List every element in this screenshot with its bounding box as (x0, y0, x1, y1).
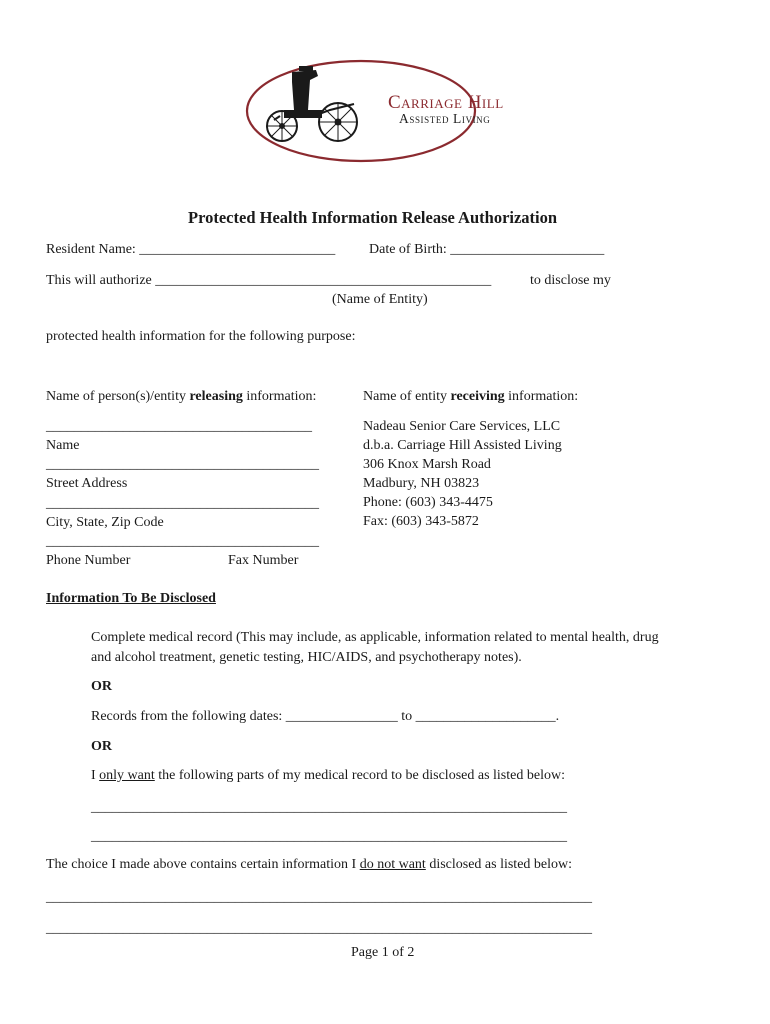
form-title: Protected Health Information Release Authorization (188, 208, 558, 227)
option-date-range[interactable]: Records from the following dates: ________________ to ____________________. (91, 709, 560, 724)
releasing-street-label: Street Address (46, 476, 128, 491)
page-number: Page 1 of 2 (351, 945, 415, 960)
releasing-name-line[interactable]: ______________________________________ (46, 419, 312, 434)
authorize-suffix: to disclose my (530, 273, 611, 288)
receiving-fax: Fax: (603) 343-5872 (363, 514, 479, 529)
option-complete-record-cont: and alcohol treatment, genetic testing, HIC/AIDS, and psychotherapy notes). (91, 650, 522, 665)
receiving-address-line: 306 Knox Marsh Road (363, 457, 491, 472)
receiving-phone: Phone: (603) 343-4475 (363, 495, 493, 510)
releasing-label: Name of person(s)/entity releasing information: (46, 389, 317, 404)
releasing-phone-label: Phone Number (46, 553, 131, 568)
entity-caption: (Name of Entity) (332, 292, 428, 307)
releasing-city-line[interactable]: _______________________________________ (46, 496, 319, 511)
receiving-address-line: Nadeau Senior Care Services, LLC (363, 419, 561, 434)
exclusion-line[interactable]: ______________________________________________________________________________ (46, 890, 592, 905)
receiving-label: Name of entity receiving information: (363, 389, 579, 404)
or-separator: OR (91, 739, 112, 754)
or-separator: OR (91, 679, 112, 694)
releasing-phone-line[interactable]: _______________________________________ (46, 534, 319, 549)
exclusion-line[interactable]: ______________________________________________________________________________ (46, 921, 592, 936)
option-specific-parts[interactable]: I only want the following parts of my medical record to be disclosed as listed below: (91, 768, 565, 783)
releasing-name-label: Name (46, 438, 80, 453)
resident-name-field[interactable]: Resident Name: ____________________________ (46, 242, 336, 257)
specific-parts-line[interactable]: ____________________________________________________________________ (91, 800, 567, 815)
receiving-address-line: Madbury, NH 03823 (363, 476, 480, 491)
brand-subtitle: Assisted Living (399, 111, 491, 126)
purpose-line: protected health information for the following purpose: (46, 329, 356, 344)
brand-name: Carriage Hill (388, 92, 504, 113)
specific-parts-line[interactable]: ____________________________________________________________________ (91, 829, 567, 844)
date-of-birth-field[interactable]: Date of Birth: ______________________ (369, 242, 605, 257)
exclusion-statement: The choice I made above contains certain information I do not want disclosed as listed below: (46, 857, 573, 872)
horse-carriage-icon (267, 66, 357, 141)
receiving-address-line: d.b.a. Carriage Hill Assisted Living (363, 438, 562, 453)
disclosure-heading: Information To Be Disclosed (46, 591, 216, 606)
releasing-city-label: City, State, Zip Code (46, 515, 164, 530)
releasing-street-line[interactable]: _______________________________________ (46, 457, 319, 472)
option-complete-record[interactable]: Complete medical record (This may include, as applicable, information related to mental health, drug (91, 630, 659, 645)
authorize-entity-field[interactable]: This will authorize ________________________________________________ (46, 273, 492, 288)
releasing-fax-label: Fax Number (228, 553, 299, 568)
